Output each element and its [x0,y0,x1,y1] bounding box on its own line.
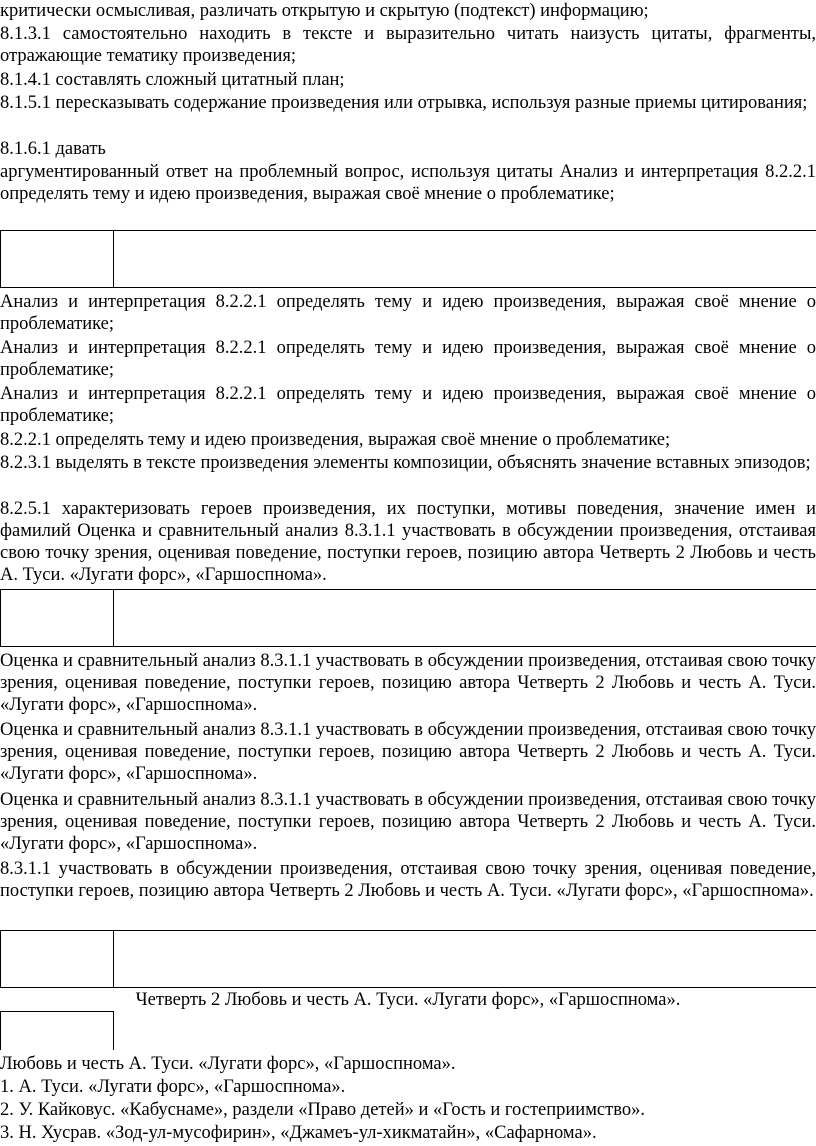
text-paragraph: 8.1.4.1 составлять сложный цитатный план; [0,70,345,90]
text-paragraph: 8.2.3.1 выделять в тексте произведения элементы композиции, объяснять значение вставных эпизодов; [0,453,811,473]
text-paragraph: Любовь и честь А. Туси. «Лугати форс», «Гаршоспнома». [0,1054,456,1074]
text-paragraph: аргументированный ответ на проблемный вопрос, используя цитаты Анализ и интерпретация 8.2.2.1 определять тему и идею произведения, выражая своё мнение о проблематике; [0,162,816,204]
list-item: 3. Н. Хусрав. «Зод-ул-мусофирин», «Джамеъ-ул-хикматайн», «Сафарнома». [0,1123,597,1143]
text-paragraph: Анализ и интерпретация 8.2.2.1 определять тему и идею произведения, выражая своё мнение о проблематике; [0,384,816,426]
text-paragraph: Оценка и сравнительный анализ 8.3.1.1 участвовать в обсуждении произведения, отстаивая свою точку зрения, оценивая поведение, поступки героев, позицию автора Четверть 2 Любовь и честь А. Туси. «Лугати форс», «Гаршоспнома». [0,651,816,715]
text-paragraph: Оценка и сравнительный анализ 8.3.1.1 участвовать в обсуждении произведения, отстаивая свою точку зрения, оценивая поведение, поступки героев, позицию автора Четверть 2 Любовь и честь А. Туси. «Лугати форс», «Гаршоспнома». [0,790,816,854]
text-paragraph: 8.1.5.1 пересказывать содержание произведения или отрывка, используя разные приемы цитирования; [0,93,808,113]
table-cell-divider [113,590,114,646]
text-paragraph: 8.3.1.1 участвовать в обсуждении произведения, отстаивая свою точку зрения, оценивая поведение, поступки героев, позицию автора Четверть 2 Любовь и честь А. Туси. «Лугати форс», «Гаршоспнома». [0,859,816,901]
list-item: 1. А. Туси. «Лугати форс», «Гаршоспнома». [0,1077,346,1097]
text-paragraph: 8.2.5.1 характеризовать героев произведения, их поступки, мотивы поведения, значение имен и фамилий Оценка и сравнительный анализ 8.3.1.1 участвовать в обсуждении произведения, отстаивая свою точку зрения, оценивая поведение, поступки героев, позицию автора Четверть 2 Любовь и честь А. Туси. «Лугати форс», «Гаршоспнома». [0,499,816,585]
text-paragraph: 8.2.2.1 определять тему и идею произведения, выражая своё мнение о проблематике; [0,430,671,450]
table-frame [0,1011,114,1050]
text-paragraph: 8.1.3.1 самостоятельно находить в тексте и выразительно читать наизусть цитаты, фрагменты, отражающие тематику произведения; [0,24,816,66]
text-paragraph: Анализ и интерпретация 8.2.2.1 определять тему и идею произведения, выражая своё мнение о проблематике; [0,338,816,380]
table-cell-divider [113,931,114,987]
text-paragraph: Анализ и интерпретация 8.2.2.1 определять тему и идею произведения, выражая своё мнение о проблематике; [0,292,816,334]
text-paragraph: 8.1.6.1 давать [0,139,106,159]
table-frame [0,930,816,988]
text-paragraph: Четверть 2 Любовь и честь А. Туси. «Лугати форс», «Гаршоспнома». [135,990,681,1010]
list-item: 2. У. Кайковус. «Кабуснаме», раздели «Право детей» и «Гость и гостеприимство». [0,1100,645,1120]
table-frame [0,589,816,647]
table-cell-divider [113,231,114,287]
text-paragraph: критически осмысливая, различать открытую и скрытую (подтекст) информацию; [0,1,649,21]
table-frame [0,230,816,288]
text-paragraph: Оценка и сравнительный анализ 8.3.1.1 участвовать в обсуждении произведения, отстаивая свою точку зрения, оценивая поведение, поступки героев, позицию автора Четверть 2 Любовь и честь А. Туси. «Лугати форс», «Гаршоспнома». [0,720,816,784]
